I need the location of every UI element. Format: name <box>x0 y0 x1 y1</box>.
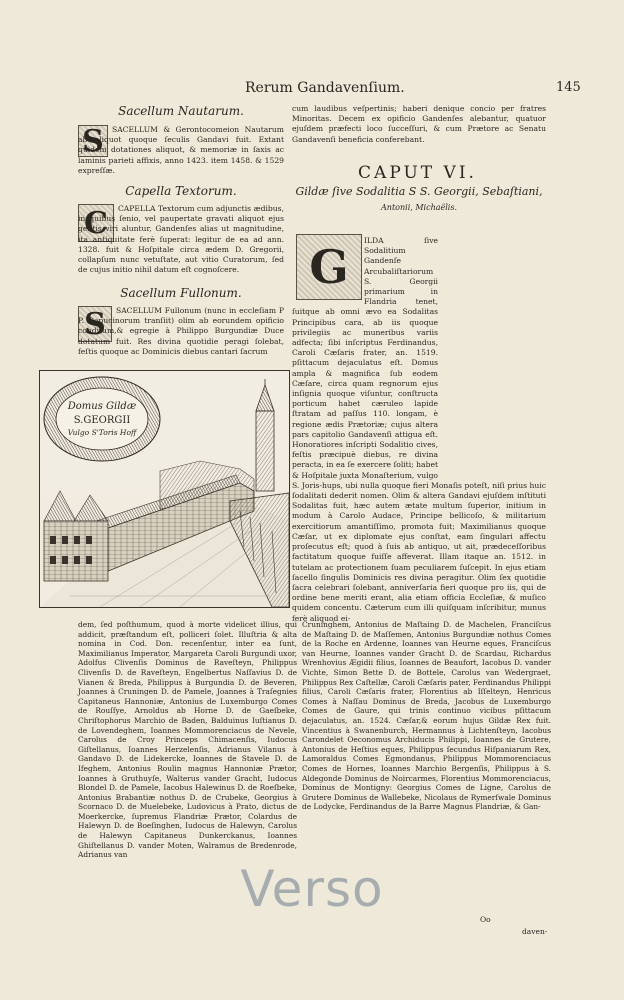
decorated-initial-g: G <box>296 234 362 300</box>
page-number: 145 <box>556 80 581 95</box>
paragraph-gilda-main <box>292 236 546 623</box>
engraving-svg <box>40 371 289 607</box>
initial-spacer <box>292 236 364 300</box>
engraving-illustration <box>39 370 290 608</box>
paragraph-nautarum: SACELLUM & Gerontocomeion Nautarum ab aliquot quoque ſeculis Gandavi fuit. Extant quidem dotationes aliquot, & memoriæ in ſaxis ac laminis parieti affixis, anno 1423. item 1458. & 1529 expreſſæ. <box>78 125 284 175</box>
decorated-initial-c: C <box>78 204 114 242</box>
bottom-left-column: dem, ſed poſthumum, quod à morte videlicet illius, qui addicit, præſtandum eſt, polliceri ſolet. Illuſtria & alta nomina in Cod. Don. recenſentur, inter ea ſunt, Maximilianus Imperator, Margareta Caroli Burgundi uxor, Adolfus Clivenſis Dominus de Raveſteyn, Philippus Clivenſis D. de Raveſteyn, Engelbertus Naſſavius D. de Vianen & Breda, Philippus à Burgundia D. de Beveren, Joannes à Cruningen D. de Pamele, Joannes à Traſegnies Capitaneus Hannoniæ, Antonius de Luxemburgo Comes de Rouſſye, Arnoldus ab Horne D. de Gaeſbeke, Chriſtophorus Marchio de Baden, Balduinus Iuſtianus D. de Lovendeghem, Ioannes Mommorenciacus de Nevele, Carolus de Croy Princeps Chimacenſis, Iudocus Giſtellanus, Ioannes Herzelenſis, Adrianus Vilanus à Gandavo D. de Lidekercke, Ioannes de Stavele D. de Ifeghem, Antonius Roulin magnus Hannoniæ Prætor, Ioannes à Gruthuyſe, Walterus vander Gracht, Iudocus Blondel D. de Pamele, Iacobus Halewinus D. de Roeſbeke, Antonius Brabantiæ nothus D. de Crubeke, Georgius à Scornaco D. de Muelebeke, Ludovicus à Prato, dictus de Moerkercke, ſupremus Flandriæ Prætor, Colardus de Halewyn D. de Boeſinghen, Iudocus de Halewyn, Carolus de Halewyn Capitaneus Dunkerckanus, Ioannes Ghiſtellanus D. vander Moten, Walramus de Bredenrode, Adrianus van <box>78 620 297 860</box>
paragraph-fullonum: SACELLUM Fullonum (nunc in eccleſiam P P. Capucinorum tranſiit) olim ab eorundem opificio conditum,& egregie à Philippo Burgundiæ Duce dotatum fuit. Res divina quotidie peragi ſolebat, feſtis quoque ac Dominicis diebus cantari ſacrum <box>78 306 284 356</box>
chapter-subtitle: Gildæ ſive Sodalitia S S. Georgii, Sebaſtiani, <box>295 185 543 198</box>
signature-mark: Oo <box>480 915 491 924</box>
cartouche-text-2: S.GEORGII <box>73 415 131 426</box>
guild-house <box>44 521 108 581</box>
belfry-tower <box>256 411 274 491</box>
paragraph-textorum: CAPELLA Textorum cum adjunctis ædibus, in quibus ſenio, vel paupertate gravati aliquot ejus gentis viri aluntur, Gandenſes alias ut magnitudine, ita antiquitate ferè ſuperat: legitur de ea ad ann. 1328. fuit & Hoſpitale circa ædem D. Gregorii, collapſum nunc vetuſtate, aut vitio Curatorum, ſed de cujus initio nihil datum eſt cognoſcere. <box>78 204 284 275</box>
paragraph-intro-right: cum laudibus veſpertinis; haberi denique concio per fratres Minoritas. Decem ex opificio Gandenſes alebantur, quatuor ejuſdem præfecti loco ſucceſſuri, & cum Prætore ac Senatu Gandavenſi beneficia conferebant. <box>292 104 546 144</box>
chapter-subtitle-names: Antonii, Michaëlis. <box>381 203 457 212</box>
chapter-heading: CAPUT VI. <box>358 163 477 183</box>
engraving-overlap-spacer <box>438 236 546 472</box>
catchword: daven- <box>522 927 548 936</box>
decorated-initial-s2: S <box>78 306 112 342</box>
running-head: Rerum Gandavenſium. <box>245 80 405 96</box>
verso-watermark: Verso <box>240 860 384 918</box>
cartouche-text-3: Vulgo S'Toris Hoff <box>67 428 137 437</box>
section-title-textorum: Capella Textorum. <box>125 184 237 198</box>
section-title-nautarum: Sacellum Nautarum. <box>118 104 244 118</box>
decorated-initial-s: S <box>78 125 108 157</box>
cartouche-text-1: Domus Gildæ <box>67 401 137 412</box>
bottom-right-column: Cruninghem, Antonius de Maſtaing D. de Machelen, Franciſcus de Maſtaing D. de Maſſemen, Antonius Burgundiæ nothus Comes de la Roche en Ardenne, Ioannes van Heurne eques, Franciſcus van Heurne, Ioannes vander Gracht D. de Scardau, Richardus Wrenhovius Ægidii filius, Ioannes de Beaufort, Iacobus D. vander Vichte, Simon Bette D. de Bottele, Carolus van Wedergraet, Philippus Rex Caſtellæ, Caroli Cæſaris pater, Ferdinandus Philippi filius, Caroli Cæſaris frater, Florentius ab Iſſelteyn, Henricus Comes à Naſſau Dominus de Breda, Jacobus de Luxemburgo Comes de Gaure, qui trinis continuo vicibus pſittacum dejaculatus, an. 1524. Cæſar,& eorum hujus Gildæ Rex fuit. Vincentius à Swanenburch, Hermannus à Lichtenſteyn, Iacobus Carondelet Oeconomus Archiducis Philippi, Ioannes de Grutere, Antonius de Heſtius eques, Philippus ſecundus Hiſpaniarum Rex, Lamoraldus Comes Egmondanus, Philippus Mommorenciacus Comes de Hornes, Ioannes Marchio Bergenſis, Philippus à S. Aldegonde Dominus de Noircarmes, Florentius Mommorenciacus, Dominus de Montigny: Georgius Comes de Ligne, Carolus de Grutere Dominus de Wallebeke, Nicolaus de Rymerſwale Dominus de Lodycke, Ferdinandus de la Barre Magnus Flandriæ, & Gan- <box>302 620 551 812</box>
gilda-text: ILDA ſive Sodalitium Gandenſe Arcubaliſtariorum S. Georgii primarium in Flandria tenet, ſuitque ab omni ævo ea Sodalitas Principibus cara, ab iis quoque privilegiis ac muneribus variis adfecta; ſibi inſcriptus Ferdinandus, Caroli Cæſaris frater, an. 1519. pſittacum dejaculatus eſt. Domus ampla & magnifica ſub eodem Cæſare, circa quam regnorum ejus inſignia quoque viſuntur, conſtructa porticum habet cæruleo lapide ſtratam ad paſſus 110. longam, è regione ædis Prætoriæ; cujus altera pars capitolio Gandavenſi attigua eſt. Honoratiores inſcripti Sodalitio cives, feſtis præcipuè diebus, re divina peracta, in ea ſe exercere ſoliti; habet & Hoſpitale juxta Monaſterium, vulgo S. Joris-hups, ubi nulla quoque fieri Monaſis poteſt, niſi prius huic ſodalitati dederit nomen. Olim & altera Gandavi ejuſdem inſtituti Sodalitas fuit, hæc autem ætate multum ſuperior, initium in modum à Carolo Audace, Principe bellicoſo, & militarium exercitiorum amantiſſimo, promota fuit; Maximilianus quoque Cæſar, ut ex diplomate ejus conſtat, eam ſingulari affectu proſecutus eſt; quod à ſuis ab antiquo, ut ait, prædeceſſoribus factitatum quoque fuiſſe affeverat. Illam itaque an. 1512. in tutelam ac protectionem ſuam peculiarem ſuſcepit. In ejus etiam ſacello ſingulis Dominicis res divina peragitur. Olim ſex quotidie ſacra celebrari ſolebant, anniverſaria fieri quoque pro iis, qui de ordine bene meriti erant, alia etiam officia Eccleſiæ, & muſico quidem concentu. Cæterum cum illi quiſquam inſcribitur, munus ferè aliquod ei- <box>292 236 546 623</box>
section-title-fullonum: Sacellum Fullonum. <box>120 286 242 300</box>
